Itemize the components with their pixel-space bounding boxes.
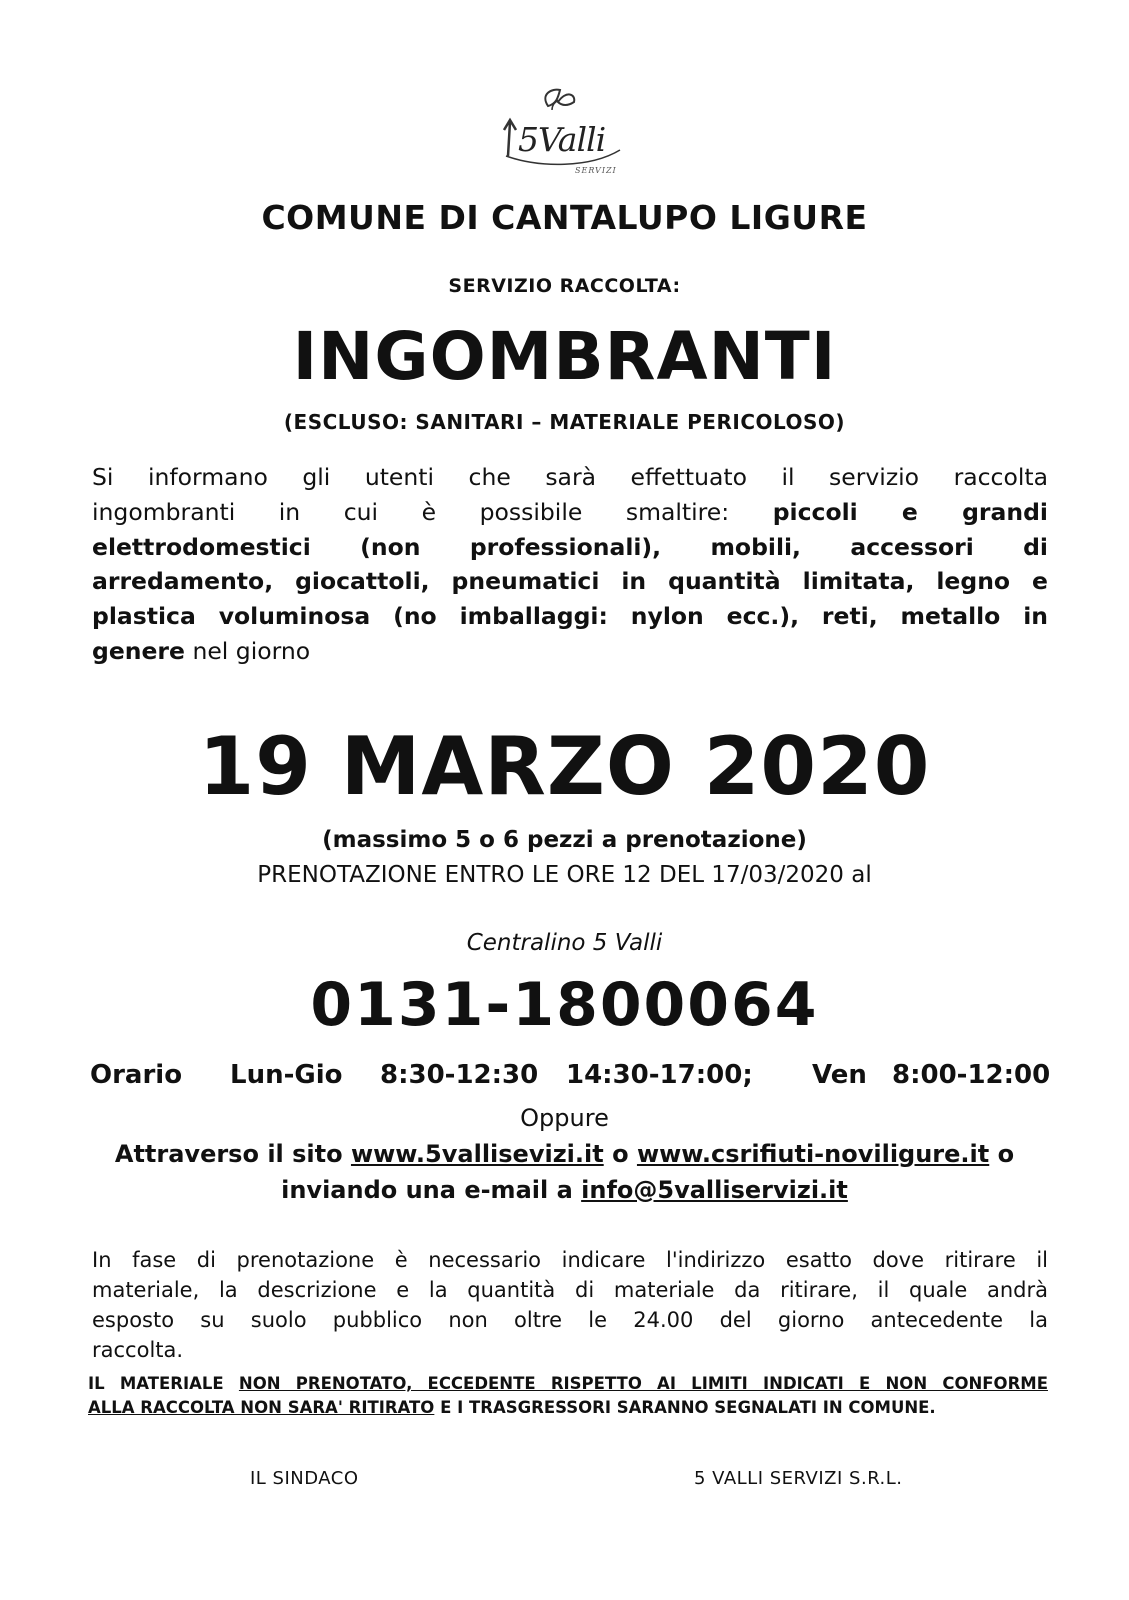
website-prefix: Attraverso il sito — [114, 1140, 343, 1168]
warning-line — [88, 1396, 1048, 1420]
intro-paragraph — [92, 460, 1048, 669]
signature-company: 5 VALLI SERVIZI S.R.L. — [694, 1468, 903, 1489]
warning-text: IL MATERIALE — [88, 1374, 224, 1393]
booking-note-paragraph — [92, 1245, 1048, 1365]
intro-bold-text: plastica voluminosa (no imballaggi: nylon ecc.), reti, metallo in — [92, 602, 1048, 631]
warning-underlined-text: NON PRENOTATO, ECCEDENTE RISPETTO AI LIMITI INDICATI E NON CONFORME — [238, 1374, 1048, 1393]
warning-underlined-text: ALLA RACCOLTA NON SARA' RITIRATO — [88, 1398, 435, 1417]
intro-text: nel giorno — [192, 636, 311, 665]
warning-line — [88, 1372, 1048, 1396]
email-line — [0, 1176, 1129, 1204]
exclusions-note: (ESCLUSO: SANITARI – MATERIALE PERICOLOSO) — [283, 410, 846, 434]
note-line: raccolta. — [92, 1338, 184, 1362]
intro-bold-text: elettrodomestici (non professionali), mobili, accessori di — [92, 532, 1048, 561]
email-link[interactable]: info@5valliservizi.it — [581, 1176, 848, 1204]
hours-morning: 8:30-12:30 — [380, 1060, 539, 1090]
logo-text: 5Valli — [518, 120, 606, 159]
intro-line — [92, 634, 1048, 669]
warning-paragraph — [88, 1372, 1048, 1420]
hours-friday: 8:00-12:00 — [892, 1060, 1051, 1090]
note-line: esposto su suolo pubblico non oltre le 24.00 del giorno antecedente la — [92, 1308, 1048, 1332]
alternative-label: Oppure — [520, 1104, 609, 1132]
municipality-title: COMUNE DI CANTALUPO LIGURE — [261, 198, 868, 237]
company-logo — [500, 84, 650, 184]
max-items-note: (massimo 5 o 6 pezzi a prenotazione) — [322, 827, 807, 853]
intro-text: ingombranti in cui è possibile smaltire: — [92, 497, 730, 526]
hours-label: Orario — [90, 1060, 183, 1090]
booking-deadline: PRENOTAZIONE ENTRO LE ORE 12 DEL 17/03/2020 al — [257, 862, 872, 888]
intro-line: Si informano gli utenti che sarà effettuato il servizio raccolta — [92, 463, 1048, 491]
phone-number[interactable]: 0131-1800064 — [310, 970, 819, 1040]
or-text: o — [997, 1140, 1015, 1168]
main-title: INGOMBRANTI — [292, 318, 837, 395]
intro-line — [92, 564, 1048, 599]
intro-line — [92, 495, 1048, 530]
hours-days-mon-thu: Lun-Gio — [230, 1060, 343, 1090]
collection-date: 19 MARZO 2020 — [198, 720, 931, 813]
or-text: o — [612, 1140, 629, 1168]
signature-mayor: IL SINDACO — [250, 1468, 359, 1489]
website-line — [0, 1140, 1129, 1168]
website-link-csrifiuti[interactable]: www.csrifiuti-noviligure.it — [636, 1140, 990, 1168]
note-line: materiale, la descrizione e la quantità di materiale da ritirare, il quale andrà — [92, 1278, 1048, 1302]
hours-afternoon: 14:30-17:00; — [566, 1060, 753, 1090]
intro-line — [92, 530, 1048, 565]
intro-bold-text: arredamento, giocattoli, pneumatici in quantità limitata, legno e — [92, 567, 1048, 596]
logo-subtext: SERVIZI — [575, 166, 617, 175]
intro-bold-text: genere — [92, 636, 185, 665]
note-line: In fase di prenotazione è necessario indicare l'indirizzo esatto dove ritirare il — [92, 1248, 1048, 1272]
switchboard-label: Centralino 5 Valli — [466, 930, 663, 956]
service-label: SERVIZIO RACCOLTA: — [448, 275, 681, 297]
intro-bold-text: piccoli e grandi — [772, 497, 1048, 526]
email-prefix: inviando una e-mail a — [281, 1176, 573, 1204]
hours-days-fri: Ven — [812, 1060, 867, 1090]
website-link-5valli[interactable]: www.5vallisevizi.it — [350, 1140, 604, 1168]
intro-line — [92, 599, 1048, 634]
warning-text: E I TRASGRESSORI SARANNO SEGNALATI IN COMUNE. — [440, 1398, 936, 1417]
